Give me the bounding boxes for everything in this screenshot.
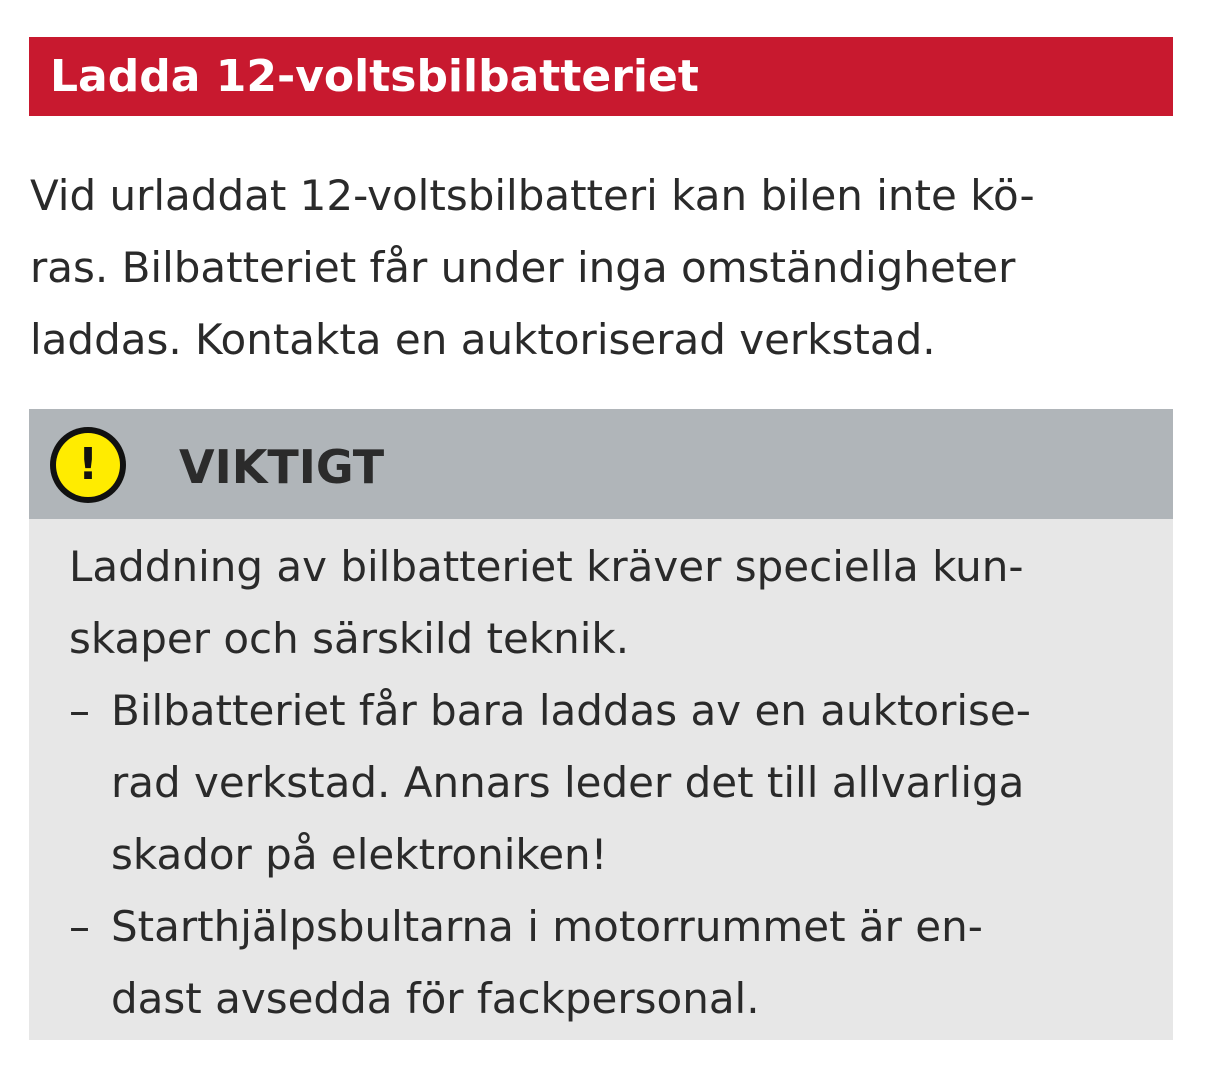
bullet-dash: –	[69, 686, 90, 735]
warning-title: VIKTIGT	[179, 440, 385, 494]
exclamation-mark: !	[77, 439, 99, 490]
warning-bullet-item	[69, 891, 1159, 1035]
section-title: Ladda 12-voltsbilbatteriet	[29, 37, 1173, 116]
bullet-line: dast avsedda för fackpersonal.	[111, 974, 760, 1023]
warning-bullet-item	[69, 675, 1159, 891]
intro-line: Vid urladdat 12-voltsbilbatteri kan bilen inte kö-	[30, 171, 1035, 220]
intro-line: ras. Bilbatteriet får under inga omständigheter	[30, 243, 1016, 292]
warning-paragraph-line: Laddning av bilbatteriet kräver speciella kun-	[69, 542, 1024, 591]
bullet-line: skador på elektroniken!	[111, 830, 608, 879]
warning-body	[69, 531, 1159, 1035]
warning-header	[29, 409, 1173, 519]
bullet-line: rad verkstad. Annars leder det till allvarliga	[111, 758, 1025, 807]
warning-paragraph-line: skaper och särskild teknik.	[69, 614, 630, 663]
bullet-dash: –	[69, 902, 90, 951]
intro-line: laddas. Kontakta en auktoriserad verkstad.	[30, 315, 936, 364]
bullet-line: Starthjälpsbultarna i motorrummet är en-	[111, 902, 983, 951]
exclamation-icon	[50, 427, 126, 503]
intro-paragraph	[30, 160, 1180, 376]
bullet-line: Bilbatteriet får bara laddas av en auktorise-	[111, 686, 1031, 735]
warning-box	[29, 409, 1173, 1040]
